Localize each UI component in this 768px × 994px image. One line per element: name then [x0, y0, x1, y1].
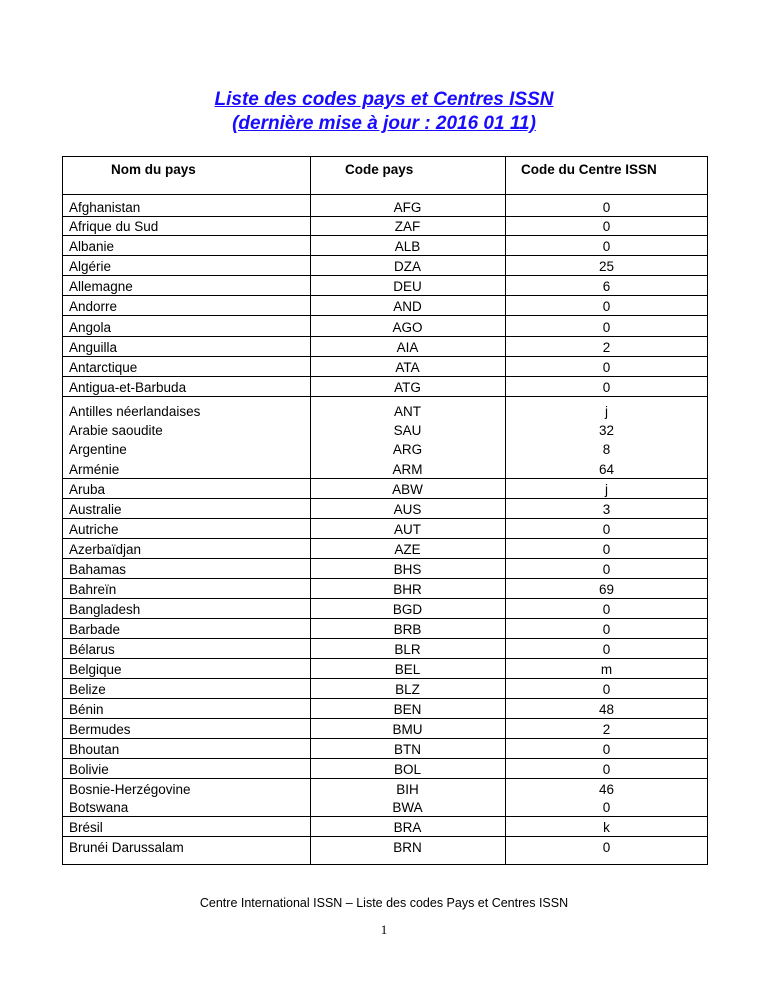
country-code-cell: BRA — [393, 820, 422, 835]
centre-code-cell: 69 — [598, 582, 615, 597]
centre-code-cell: 0 — [602, 360, 611, 375]
country-name-cell: Albanie — [69, 239, 115, 254]
country-name-cell: Antilles néerlandaises — [69, 404, 201, 419]
table-row — [63, 198, 707, 217]
country-code-cell: ARM — [392, 462, 423, 477]
country-name-cell: Brunéi Darussalam — [69, 840, 184, 855]
table-row — [63, 780, 707, 799]
table-row — [63, 838, 707, 857]
table-row — [63, 257, 707, 276]
table-row — [63, 818, 707, 837]
centre-code-cell: 0 — [602, 522, 611, 537]
header-centre-code: Code du Centre ISSN — [521, 162, 657, 177]
centre-code-cell: 0 — [602, 742, 611, 757]
country-name-cell: Belize — [69, 682, 106, 697]
country-code-cell: BGD — [392, 602, 423, 617]
page-number: 1 — [380, 922, 388, 937]
country-name-cell: Bhoutan — [69, 742, 120, 757]
country-code-cell: BWA — [392, 800, 423, 815]
centre-code-cell: 46 — [598, 782, 615, 797]
table-row — [63, 720, 707, 739]
centre-code-cell: 6 — [602, 279, 611, 294]
country-name-cell: Anguilla — [69, 340, 118, 355]
table-row — [63, 480, 707, 499]
country-code-cell: BHS — [393, 562, 422, 577]
table-row — [63, 520, 707, 539]
table-row — [63, 660, 707, 679]
table-row — [63, 540, 707, 559]
country-code-cell: ARG — [392, 442, 423, 457]
country-code-cell: BOL — [393, 762, 421, 777]
country-name-cell: Andorre — [69, 299, 118, 314]
country-name-cell: Bahreïn — [69, 582, 117, 597]
centre-code-cell: 0 — [602, 602, 611, 617]
document-subtitle-date[interactable]: (dernière mise à jour : 2016 01 11) — [232, 113, 536, 134]
table-row — [63, 680, 707, 699]
centre-code-cell: 0 — [602, 642, 611, 657]
table-row — [63, 640, 707, 659]
country-code-cell: AND — [393, 299, 422, 314]
centre-code-cell: 2 — [602, 340, 611, 355]
country-name-cell: Afghanistan — [69, 200, 141, 215]
centre-code-cell: 0 — [602, 840, 611, 855]
country-name-cell: Antarctique — [69, 360, 138, 375]
country-code-cell: AUS — [393, 502, 422, 517]
country-name-cell: Bosnie-Herzégovine — [69, 782, 191, 797]
country-code-cell: DZA — [394, 259, 421, 274]
centre-code-cell: 48 — [598, 702, 615, 717]
centre-code-cell: 0 — [602, 239, 611, 254]
centre-code-cell: 0 — [602, 562, 611, 577]
centre-code-cell: j — [605, 404, 608, 419]
centre-code-cell: m — [600, 662, 613, 677]
centre-code-cell: 0 — [602, 762, 611, 777]
country-name-cell: Brésil — [69, 820, 103, 835]
country-code-cell: BLZ — [395, 682, 420, 697]
centre-code-cell: 0 — [602, 320, 611, 335]
country-code-cell: ALB — [394, 239, 421, 254]
country-name-cell: Bahamas — [69, 562, 127, 577]
country-name-cell: Bangladesh — [69, 602, 141, 617]
table-row — [63, 580, 707, 599]
table-row — [63, 560, 707, 579]
centre-code-cell: 0 — [602, 200, 611, 215]
country-code-cell: ATA — [395, 360, 420, 375]
country-name-cell: Afrique du Sud — [69, 219, 159, 234]
table-row — [63, 700, 707, 719]
country-name-cell: Antigua-et-Barbuda — [69, 380, 187, 395]
centre-code-cell: k — [603, 820, 610, 835]
table-row — [63, 358, 707, 377]
table-row — [63, 421, 707, 440]
country-name-cell: Bénin — [69, 702, 104, 717]
centre-code-cell: j — [605, 482, 608, 497]
table-header — [63, 157, 707, 195]
table-row — [63, 318, 707, 337]
table-row — [63, 600, 707, 619]
country-name-cell: Algérie — [69, 259, 112, 274]
country-codes-table — [62, 156, 708, 865]
centre-code-cell: 8 — [602, 442, 611, 457]
table-row — [63, 760, 707, 779]
country-code-cell: ZAF — [394, 219, 421, 234]
table-row — [63, 338, 707, 357]
country-name-cell: Bélarus — [69, 642, 115, 657]
country-code-cell: BLR — [394, 642, 421, 657]
table-row — [63, 277, 707, 296]
country-code-cell: BIH — [396, 782, 419, 797]
country-name-cell: Azerbaïdjan — [69, 542, 142, 557]
country-code-cell: DEU — [393, 279, 422, 294]
country-name-cell: Aruba — [69, 482, 106, 497]
country-code-cell: AGO — [392, 320, 423, 335]
country-code-cell: BTN — [394, 742, 421, 757]
country-code-cell: ABW — [392, 482, 423, 497]
country-code-cell: BRB — [393, 622, 422, 637]
country-code-cell: AIA — [396, 340, 419, 355]
page-footer: Centre International ISSN – Liste des codes Pays et Centres ISSN — [199, 896, 569, 910]
country-code-cell: ANT — [394, 404, 421, 419]
centre-code-cell: 2 — [602, 722, 611, 737]
centre-code-cell: 64 — [598, 462, 615, 477]
table-row — [63, 798, 707, 817]
country-name-cell: Botswana — [69, 800, 129, 815]
country-name-cell: Bermudes — [69, 722, 131, 737]
centre-code-cell: 25 — [598, 259, 615, 274]
country-name-cell: Angola — [69, 320, 112, 335]
country-code-cell: BMU — [392, 722, 423, 737]
country-code-cell: BEN — [393, 702, 422, 717]
centre-code-cell: 0 — [602, 542, 611, 557]
document-title[interactable]: Liste des codes pays et Centres ISSN — [214, 89, 554, 110]
table-row — [63, 297, 707, 316]
table-row — [63, 460, 707, 479]
country-name-cell: Belgique — [69, 662, 122, 677]
country-name-cell: Arabie saoudite — [69, 423, 163, 438]
table-row — [63, 740, 707, 759]
country-code-cell: AZE — [394, 542, 421, 557]
centre-code-cell: 0 — [602, 800, 611, 815]
header-country-code: Code pays — [345, 162, 414, 177]
centre-code-cell: 0 — [602, 622, 611, 637]
country-code-cell: AFG — [393, 200, 422, 215]
table-row — [63, 500, 707, 519]
country-code-cell: SAU — [393, 423, 422, 438]
header-country-name: Nom du pays — [111, 162, 196, 177]
centre-code-cell: 0 — [602, 682, 611, 697]
country-code-cell: BEL — [394, 662, 421, 677]
country-name-cell: Arménie — [69, 462, 120, 477]
centre-code-cell: 0 — [602, 380, 611, 395]
country-name-cell: Allemagne — [69, 279, 133, 294]
country-code-cell: ATG — [394, 380, 421, 395]
country-name-cell: Australie — [69, 502, 122, 517]
centre-code-cell: 3 — [602, 502, 611, 517]
table-row — [63, 620, 707, 639]
table-row — [63, 402, 707, 421]
country-name-cell: Argentine — [69, 442, 127, 457]
country-code-cell: BHR — [393, 582, 422, 597]
country-code-cell: AUT — [394, 522, 421, 537]
country-name-cell: Autriche — [69, 522, 119, 537]
centre-code-cell: 32 — [598, 423, 615, 438]
centre-code-cell: 0 — [602, 219, 611, 234]
country-code-cell: BRN — [393, 840, 422, 855]
table-row — [63, 237, 707, 256]
centre-code-cell: 0 — [602, 299, 611, 314]
country-name-cell: Bolivie — [69, 762, 109, 777]
table-row — [63, 217, 707, 236]
table-row — [63, 440, 707, 459]
table-row — [63, 378, 707, 397]
country-name-cell: Barbade — [69, 622, 121, 637]
